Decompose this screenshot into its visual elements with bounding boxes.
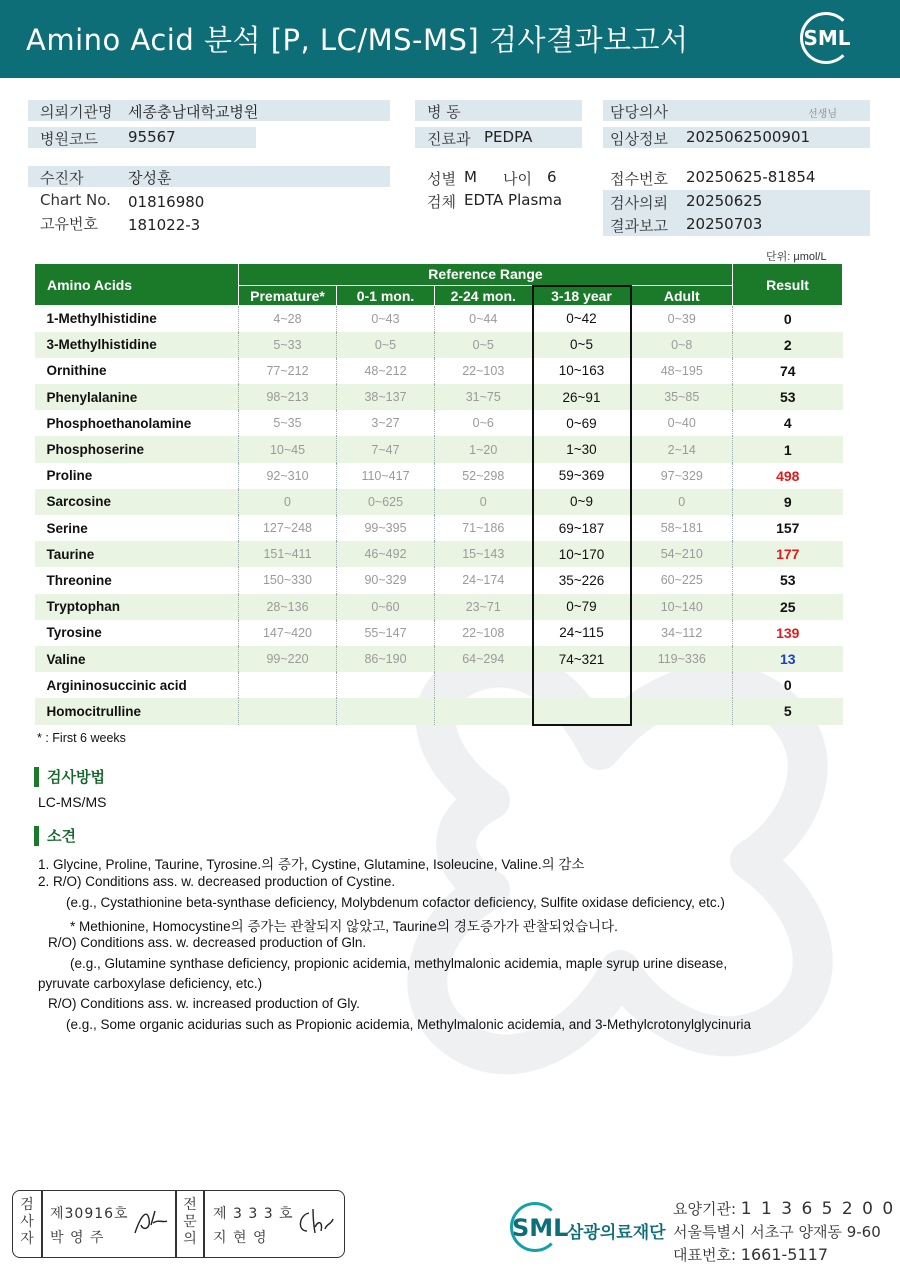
- amino-acid-name: Tryptophan: [35, 594, 239, 620]
- amino-acid-name: 3-Methylhistidine: [35, 332, 239, 358]
- divider: [41, 1191, 43, 1257]
- expert-label: 전문의: [183, 1197, 197, 1247]
- table-row: [35, 410, 843, 436]
- sex-label: 성별: [427, 170, 456, 188]
- reference-range-cell: 35~85: [631, 384, 733, 410]
- reference-range-cell: 10~163: [533, 358, 631, 384]
- result-cell: 9: [733, 489, 843, 515]
- reference-range-cell: 15~143: [435, 541, 533, 567]
- col-ref-0-1-mon: 0-1 mon.: [337, 286, 435, 306]
- finding-line: (e.g., Cystathionine beta-synthase deficiency, Molybdenum cofactor deficiency, Sulfite oxidase deficiency, etc.): [66, 895, 725, 910]
- ward-label: 병 동: [427, 103, 461, 121]
- reference-range-cell: 4~28: [239, 306, 337, 332]
- dept-label: 진료과: [427, 130, 471, 148]
- reference-range-cell: [533, 672, 631, 698]
- report-date-label: 결과보고: [610, 217, 668, 235]
- report-header: [0, 0, 900, 78]
- uid-label: 고유번호: [40, 215, 98, 233]
- reference-range-cell: 127~248: [239, 515, 337, 541]
- phone-label: 대표번호:: [673, 1246, 737, 1264]
- finding-line: R/O) Conditions ass. w. increased production of Gly.: [48, 996, 360, 1011]
- table-row: [35, 306, 843, 332]
- reference-range-cell: [337, 672, 435, 698]
- reference-range-cell: [435, 698, 533, 724]
- reference-range-cell: 58~181: [631, 515, 733, 541]
- reference-range-cell: 110~417: [337, 463, 435, 489]
- reference-range-cell: 0~5: [435, 332, 533, 358]
- result-cell: 0: [783, 310, 792, 327]
- chart-value: 01816980: [128, 193, 205, 211]
- reference-range-cell: 0~69: [533, 410, 631, 436]
- hosp-code-label: 병원코드: [40, 130, 98, 148]
- facility-code-label: 요양기관:: [673, 1200, 737, 1218]
- age-label: 나이: [503, 170, 532, 188]
- finding-line: (e.g., Some organic acidurias such as Propionic acidemia, Methylmalonic acidemia, and 3-Methylcrotonylglycinuria: [66, 1017, 752, 1032]
- reference-range-cell: 97~329: [631, 463, 733, 489]
- finding-line: (e.g., Glutamine synthase deficiency, propionic acidemia, methylmalonic acidemia, maple syrup urine disease,: [70, 956, 728, 971]
- reference-range-cell: 0~5: [533, 332, 631, 358]
- method-text: LC-MS/MS: [38, 794, 107, 810]
- reference-range-cell: 0~6: [435, 410, 533, 436]
- hosp-code-value: 95567: [128, 128, 176, 146]
- foundation-name: 삼광의료재단: [567, 1223, 666, 1243]
- reference-range-cell: 5~33: [239, 332, 337, 358]
- doctor-suffix: 선생님: [808, 109, 837, 120]
- table-row: [35, 515, 843, 541]
- reference-range-cell: 46~492: [337, 541, 435, 567]
- reference-range-cell: 0~43: [337, 306, 435, 332]
- col-ref-adult: Adult: [631, 286, 733, 306]
- foundation-phone: [673, 1244, 828, 1265]
- reference-range-cell: 24~115: [533, 620, 631, 646]
- footnote: * : First 6 weeks: [37, 731, 126, 745]
- reference-range-cell: 28~136: [239, 594, 337, 620]
- reference-range-cell: 64~294: [435, 646, 533, 672]
- chart-label: Chart No.: [40, 191, 111, 209]
- reference-range-cell: 0: [631, 489, 733, 515]
- reference-range-cell: 5~35: [239, 410, 337, 436]
- result-cell: 157: [776, 520, 800, 537]
- amino-acid-name: Phosphoserine: [35, 436, 239, 462]
- expert-name: 지 현 영: [213, 1230, 268, 1246]
- result-cell: 498: [776, 467, 800, 484]
- reference-range-cell: 0~5: [337, 332, 435, 358]
- specimen-label: 검체: [427, 193, 456, 211]
- table-row: [35, 332, 843, 358]
- amino-acid-name: Argininosuccinic acid: [35, 672, 239, 698]
- table-row: [35, 384, 843, 410]
- reference-range-cell: 2~14: [631, 436, 733, 462]
- col-amino-acids: Amino Acids: [35, 264, 239, 306]
- table-row: [35, 646, 843, 672]
- reference-range-cell: 10~45: [239, 436, 337, 462]
- reference-range-cell: 71~186: [435, 515, 533, 541]
- table-row: [35, 672, 843, 698]
- facility-code: [673, 1198, 895, 1219]
- table-row: [35, 541, 843, 567]
- amino-acid-name: Sarcosine: [35, 489, 239, 515]
- reference-range-cell: 0~625: [337, 489, 435, 515]
- table-row: [35, 463, 843, 489]
- amino-acid-name: Serine: [35, 515, 239, 541]
- dept-value: PEDPA: [484, 128, 533, 146]
- amino-acid-name: Homocitrulline: [35, 698, 239, 724]
- report-date-value: 20250703: [686, 215, 763, 233]
- result-cell: 2: [733, 332, 843, 358]
- reference-range-cell: 52~298: [435, 463, 533, 489]
- divider: [203, 1191, 205, 1257]
- signature-box: [12, 1190, 345, 1258]
- reference-range-cell: 0~44: [435, 306, 533, 332]
- reference-range-cell: 86~190: [337, 646, 435, 672]
- col-ref-2-24-mon: 2-24 mon.: [435, 286, 533, 306]
- age-value: 6: [547, 168, 557, 186]
- reference-range-cell: [239, 672, 337, 698]
- expert-number: 제 3 3 3 호: [213, 1206, 294, 1222]
- amino-acid-name: Tyrosine: [35, 620, 239, 646]
- reference-range-cell: 119~336: [631, 646, 733, 672]
- amino-acid-name: Phosphoethanolamine: [35, 410, 239, 436]
- reference-range-cell: 59~369: [533, 463, 631, 489]
- reference-range-cell: 48~195: [631, 358, 733, 384]
- reference-range-cell: 10~170: [533, 541, 631, 567]
- reference-range-cell: 0: [239, 489, 337, 515]
- reference-range-cell: 90~329: [337, 567, 435, 593]
- tester-number: 제30916호: [50, 1206, 129, 1222]
- result-cell: 1: [733, 436, 843, 462]
- reference-range-cell: 54~210: [631, 541, 733, 567]
- sml-logo-text: SML: [803, 26, 851, 50]
- reference-range-cell: 24~174: [435, 567, 533, 593]
- amino-acid-name: 1-Methylhistidine: [35, 306, 239, 332]
- reference-range-cell: 3~27: [337, 410, 435, 436]
- reference-range-cell: 0~9: [533, 489, 631, 515]
- reference-range-cell: 48~212: [337, 358, 435, 384]
- col-result: Result: [733, 264, 843, 306]
- amino-acid-name: Phenylalanine: [35, 384, 239, 410]
- finding-line: 1. Glycine, Proline, Taurine, Tyrosine.의 증가, Cystine, Glutamine, Isoleucine, Valine.의 감소: [38, 857, 585, 872]
- method-heading: 검사방법: [34, 767, 105, 787]
- reference-range-cell: [631, 672, 733, 698]
- uid-value: 181022-3: [128, 216, 201, 234]
- table-row: [35, 489, 843, 515]
- reference-range-cell: 23~71: [435, 594, 533, 620]
- table-row: [35, 620, 843, 646]
- facility-code-value: 1 1 3 6 5 2 0 0: [740, 1199, 896, 1219]
- reference-range-cell: 98~213: [239, 384, 337, 410]
- reference-range-cell: 99~395: [337, 515, 435, 541]
- result-cell: 5: [733, 698, 843, 724]
- reference-range-cell: 10~140: [631, 594, 733, 620]
- result-cell: 4: [783, 415, 792, 432]
- table-row: [35, 436, 843, 462]
- finding-line: pyruvate carboxylase deficiency, etc.): [38, 976, 263, 991]
- sex-value: M: [464, 168, 477, 186]
- divider: [175, 1191, 177, 1257]
- reference-range-cell: 74~321: [533, 646, 631, 672]
- reference-range-cell: 26~91: [533, 384, 631, 410]
- finding-line: 2. R/O) Conditions ass. w. decreased production of Cystine.: [38, 874, 396, 889]
- receipt-value: 20250625-81854: [686, 168, 816, 186]
- clinical-value: 2025062500901: [686, 128, 811, 146]
- reference-range-cell: 0~40: [631, 410, 733, 436]
- req-date-label: 검사의뢰: [610, 194, 668, 212]
- foundation-logo-text: SML: [512, 1214, 569, 1242]
- reference-range-cell: 34~112: [631, 620, 733, 646]
- result-cell: 0: [783, 677, 792, 694]
- tester-name: 박 영 주: [50, 1230, 105, 1246]
- reference-range-cell: [631, 698, 733, 724]
- result-cell: 25: [733, 594, 843, 620]
- finding-line: * Methionine, Homocystine의 증가는 관찰되지 않았고, Taurine의 경도증가가 관찰되었습니다.: [70, 919, 618, 934]
- doctor-label: 담당의사: [610, 103, 668, 121]
- reference-range-cell: 150~330: [239, 567, 337, 593]
- name-label: 수진자: [40, 169, 84, 187]
- report-title: Amino Acid 분석 [P, LC/MS-MS] 검사결과보고서: [26, 23, 689, 57]
- reference-range-cell: 77~212: [239, 358, 337, 384]
- specimen-value: EDTA Plasma: [464, 191, 563, 209]
- tester-signature-icon: [131, 1205, 171, 1239]
- reference-range-cell: 69~187: [533, 515, 631, 541]
- result-cell: 53: [733, 384, 843, 410]
- reference-range-cell: [337, 698, 435, 724]
- amino-acid-name: Ornithine: [35, 358, 239, 384]
- reference-range-cell: [239, 698, 337, 724]
- amino-acid-name: Taurine: [35, 541, 239, 567]
- reference-range-cell: 92~310: [239, 463, 337, 489]
- reference-range-cell: 99~220: [239, 646, 337, 672]
- reference-range-cell: [435, 672, 533, 698]
- finding-line: R/O) Conditions ass. w. decreased production of Gln.: [48, 935, 367, 950]
- receipt-label: 접수번호: [610, 170, 668, 188]
- reference-range-cell: 0: [435, 489, 533, 515]
- result-cell: 177: [733, 541, 843, 567]
- reference-range-cell: 60~225: [631, 567, 733, 593]
- reference-range-cell: 7~47: [337, 436, 435, 462]
- reference-range-cell: 55~147: [337, 620, 435, 646]
- reference-range-cell: 0~39: [631, 306, 733, 332]
- reference-range-cell: 31~75: [435, 384, 533, 410]
- col-ref-3-18-year: 3-18 year: [533, 286, 631, 306]
- clinical-label: 임상정보: [610, 130, 668, 148]
- findings-heading: 소견: [34, 826, 76, 846]
- reference-range-cell: 1~20: [435, 436, 533, 462]
- req-org-label: 의뢰기관명: [40, 103, 113, 121]
- reference-range-cell: [533, 698, 631, 724]
- phone-value: 1661-5117: [740, 1245, 829, 1264]
- reference-range-cell: 38~137: [337, 384, 435, 410]
- tester-label: 검사자: [20, 1197, 34, 1247]
- table-row: [35, 358, 843, 384]
- result-cell: 13: [733, 646, 843, 672]
- reference-range-cell: 0~60: [337, 594, 435, 620]
- reference-range-cell: 22~108: [435, 620, 533, 646]
- reference-range-cell: 22~103: [435, 358, 533, 384]
- amino-acid-name: Valine: [35, 646, 239, 672]
- expert-signature-icon: [293, 1205, 337, 1239]
- reference-range-cell: 151~411: [239, 541, 337, 567]
- unit-label: 단위: μmol/L: [766, 251, 827, 263]
- table-row: [35, 567, 843, 593]
- reference-range-cell: 0~8: [631, 332, 733, 358]
- result-cell: 139: [776, 624, 800, 641]
- result-cell: 53: [779, 572, 796, 589]
- amino-acid-name: Proline: [35, 463, 239, 489]
- table-row: [35, 698, 843, 724]
- reference-range-cell: 35~226: [533, 567, 631, 593]
- reference-range-cell: 1~30: [533, 436, 631, 462]
- amino-acid-name: Threonine: [35, 567, 239, 593]
- col-reference-range: Reference Range: [239, 264, 733, 286]
- patient-name: 장성훈: [128, 169, 172, 187]
- amino-acid-table: [34, 263, 843, 726]
- foundation-address: 서울특별시 서초구 양재동 9-60: [673, 1223, 881, 1241]
- reference-range-cell: 0~79: [533, 594, 631, 620]
- table-row: [35, 594, 843, 620]
- reference-range-cell: 0~42: [533, 306, 631, 332]
- req-date-value: 20250625: [686, 192, 763, 210]
- req-org-value: 세종충남대학교병원: [128, 103, 259, 121]
- reference-range-cell: 147~420: [239, 620, 337, 646]
- col-ref-premature: Premature*: [239, 286, 337, 306]
- result-cell: 74: [779, 362, 796, 379]
